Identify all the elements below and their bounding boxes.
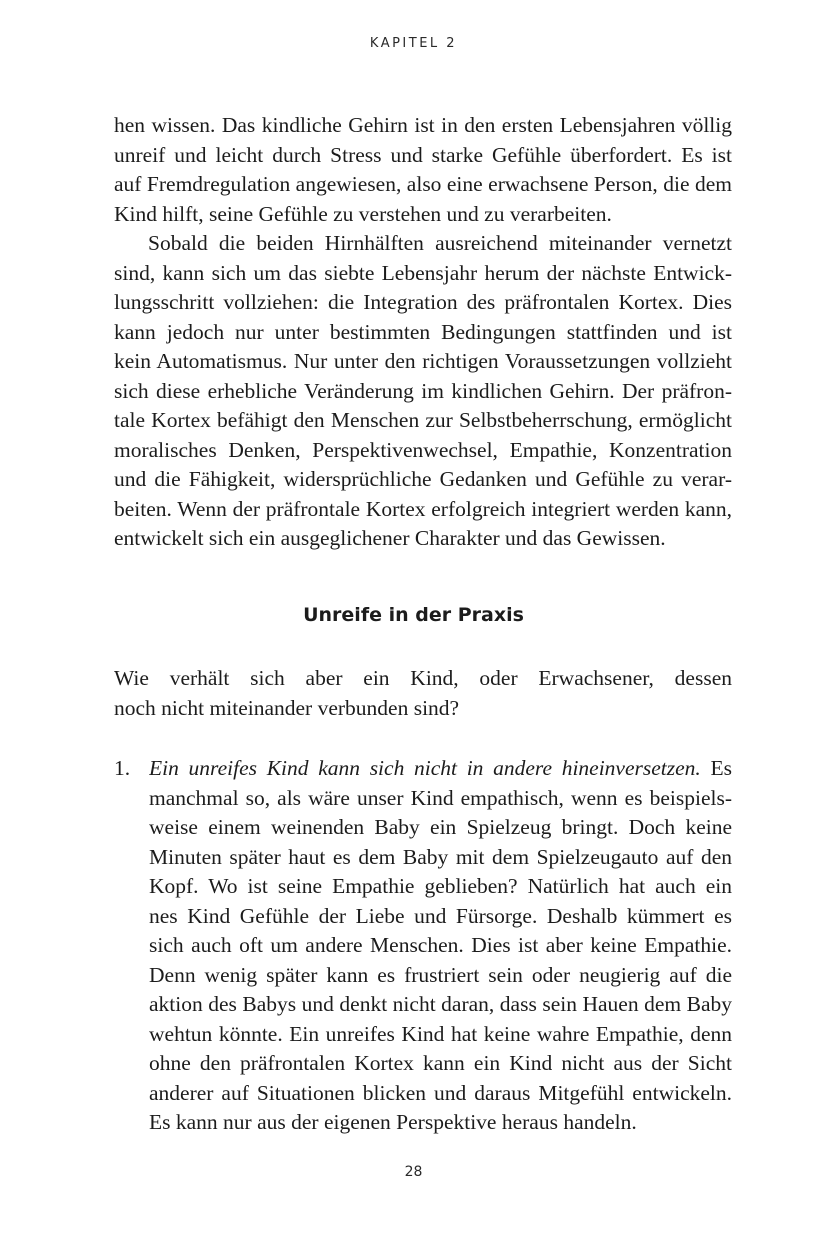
- text-line: tale Kortex befähigt den Menschen zur Selbstbeherrschung, ermöglicht: [114, 408, 732, 432]
- text-line: und die Fähigkeit, widersprüchliche Gedanken und Gefühle zu verar-: [114, 467, 732, 491]
- text-line: Kopf. Wo ist seine Empathie geblieben? Natürlich hat auch ein: [149, 874, 732, 898]
- text-line: Minuten später haut es dem Baby mit dem Spielzeugauto auf den: [149, 844, 732, 869]
- text-line: [149, 754, 732, 784]
- text-line: lungsschritt vollziehen: die Integration des präfrontalen Kortex. Dies: [114, 290, 732, 314]
- page-number: 28: [404, 1164, 423, 1180]
- text-line: sich diese erhebliche Veränderung im kindlichen Gehirn. Der präfron-: [114, 378, 732, 403]
- text-line: manchmal so, als wäre unser Kind empathisch, wenn es beispiels-: [149, 785, 732, 810]
- list-marker: 1.: [114, 756, 131, 780]
- text-line: auf Fremdregulation angewiesen, also eine erwachsene Person, die dem: [114, 172, 732, 196]
- text-line: wehtun könnte. Ein unreifes Kind hat keine wahre Empathie, denn: [149, 1021, 732, 1046]
- text-line: sich auch oft um andere Menschen. Dies ist aber keine Empathie.: [149, 933, 732, 957]
- text-line: unreif und leicht durch Stress und starke Gefühle überfordert. Es ist: [114, 142, 732, 167]
- emphasis-text: Ein unreifes Kind kann sich nicht in andere hineinversetzen.: [149, 756, 701, 780]
- text-line: noch nicht miteinander verbunden sind?: [114, 695, 460, 720]
- text-line: moralisches Denken, Perspektivenwechsel, Empathie, Konzentration: [114, 437, 732, 462]
- text-line: Sobald die beiden Hirnhälften ausreichend miteinander vernetzt: [148, 231, 732, 255]
- text-line: kann jedoch nur unter bestimmten Bedingungen stattfinden und ist: [114, 319, 732, 344]
- text-line: Denn wenig später kann es frustriert sein oder neugierig auf die: [149, 962, 732, 987]
- running-head: KAPITEL 2: [369, 36, 458, 51]
- text-line: Es kann nur aus der eigenen Perspektive heraus handeln.: [149, 1110, 637, 1134]
- text-line: aktion des Babys und denkt nicht daran, dass sein Hauen dem Baby: [149, 992, 732, 1016]
- text-line: entwickelt sich ein ausgeglichener Charakter und das Gewissen.: [114, 526, 666, 550]
- text-line: weise einem weinenden Baby ein Spielzeug bringt. Doch keine: [149, 815, 732, 839]
- text-line: nes Kind Gefühle der Liebe und Fürsorge. Deshalb kümmert es: [149, 903, 732, 928]
- text-line: kein Automatismus. Nur unter den richtigen Voraussetzungen vollzieht: [114, 349, 732, 373]
- paragraph-1: [114, 111, 732, 229]
- text-line: Kind hilft, seine Gefühle zu verstehen und zu verarbeiten.: [114, 201, 612, 226]
- text-line: Wie verhält sich aber ein Kind, oder Erwachsener, dessen: [114, 666, 732, 690]
- text-fragment: Es: [710, 756, 732, 780]
- section-heading: Unreife in der Praxis: [303, 604, 524, 626]
- text-line: anderer auf Situationen blicken und daraus Mitgefühl entwickeln.: [149, 1080, 732, 1105]
- paragraph-3: [114, 664, 732, 723]
- list-item-1: [149, 754, 732, 1138]
- text-line: hen wissen. Das kindliche Gehirn ist in den ersten Lebensjahren völlig: [114, 113, 732, 137]
- text-line: ohne den präfrontalen Kortex kann ein Kind nicht aus der Sicht: [149, 1051, 732, 1075]
- text-line: beiten. Wenn der präfrontale Kortex erfolgreich integriert werden kann,: [114, 496, 732, 521]
- paragraph-2: [114, 229, 732, 554]
- text-line: sind, kann sich um das siebte Lebensjahr herum der nächste Entwick-: [114, 260, 732, 285]
